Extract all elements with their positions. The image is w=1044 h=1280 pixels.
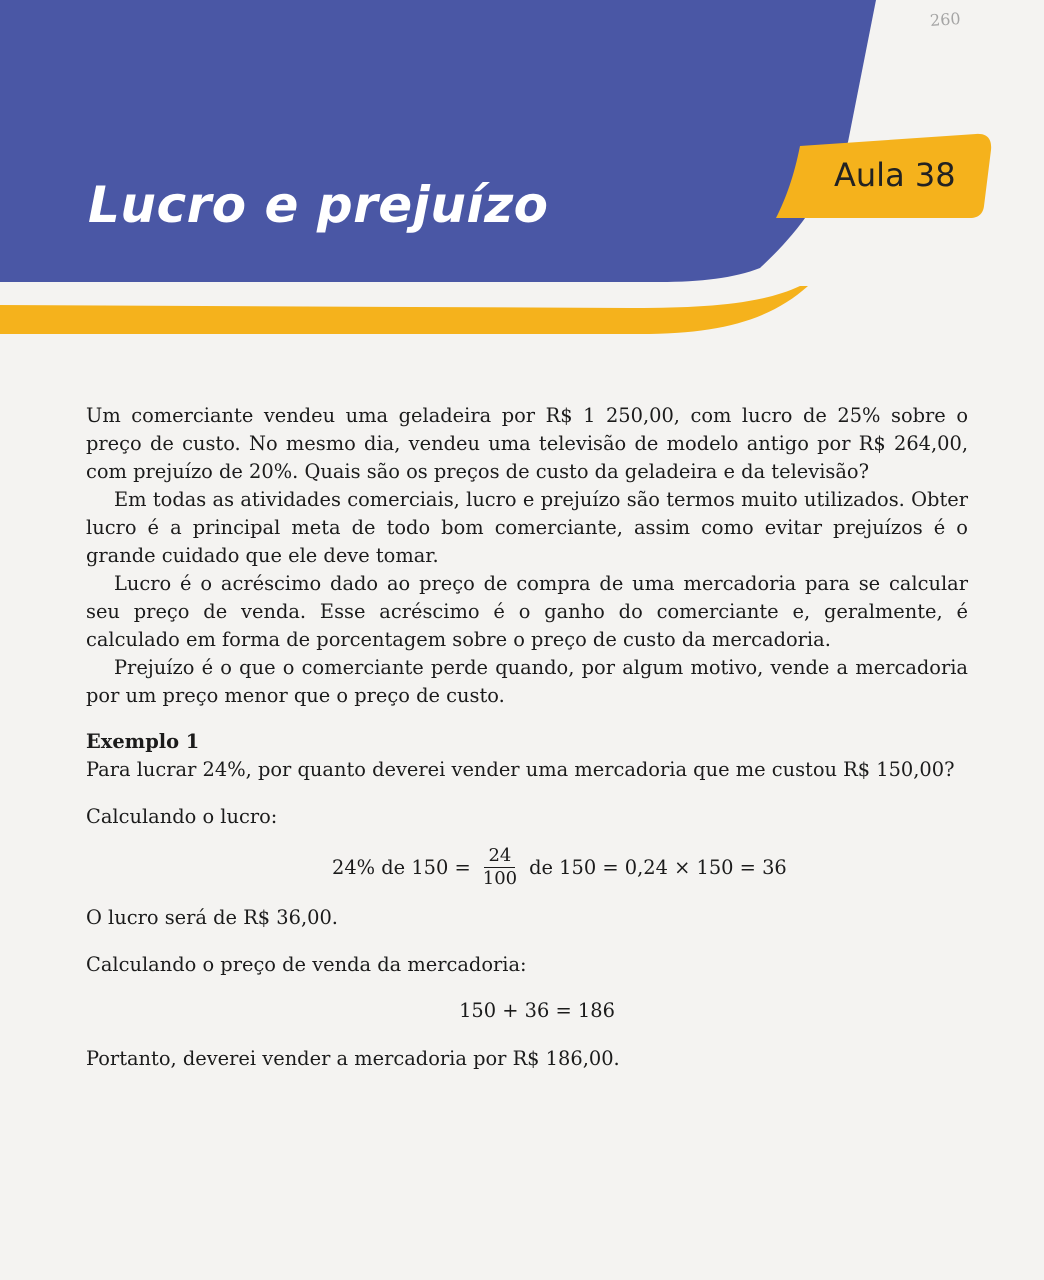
lesson-number-badge: Aula 38 <box>834 156 956 194</box>
paragraph-prejuizo-definition: Prejuízo é o que o comerciante perde quando, por algum motivo, vende a mercadoria por um preço menor que o preço de custo. <box>86 656 968 707</box>
yellow-swoosh <box>0 286 808 334</box>
page-number-corner: 260 <box>929 8 962 31</box>
blue-banner <box>0 0 876 282</box>
lesson-title: Lucro e prejuízo <box>88 176 549 234</box>
conclusion: Portanto, deverei vender a mercadoria por R$ 186,00. <box>86 1047 620 1070</box>
fraction-denominator: 100 <box>482 868 518 889</box>
paragraph-lucro-definition: Lucro é o acréscimo dado ao preço de compra de uma mercadoria para se calcular seu preço de venda. Esse acréscimo é o ganho do comerciante e, geralmente, é calculado em forma de porcentagem sobre o preço de custo da mercadoria. <box>86 572 968 651</box>
paragraph-terms: Em todas as atividades comerciais, lucro e prejuízo são termos muito utilizados. Obter lucro é a principal meta de todo bom comerciante, assim como evitar prejuízos é o grande cuidado que ele deve tomar. <box>86 488 968 567</box>
lesson-content <box>86 402 968 1073</box>
eq1-right: de 150 = 0,24 × 150 = 36 <box>529 855 787 879</box>
fraction <box>479 845 521 890</box>
calc-sale-label: Calculando o preço de venda da mercadoria: <box>86 953 527 976</box>
eq1-left: 24% de 150 = <box>332 855 471 879</box>
profit-result: O lucro será de R$ 36,00. <box>86 906 338 929</box>
example-heading: Exemplo 1 <box>86 730 200 753</box>
fraction-numerator: 24 <box>484 845 515 868</box>
calc-profit-label: Calculando o lucro: <box>86 805 278 828</box>
intro-problem: Um comerciante vendeu uma geladeira por R$ 1 250,00, com lucro de 25% sobre o preço de custo. No mesmo dia, vendeu uma televisão de modelo antigo por R$ 264,00, com prejuízo de 20%. Quais são os preços de custo da geladeira e da televisão? <box>86 404 968 483</box>
profit-equation <box>86 845 968 890</box>
sale-equation: 150 + 36 = 186 <box>459 999 615 1022</box>
example-question: Para lucrar 24%, por quanto deverei vender uma mercadoria que me custou R$ 150,00? <box>86 758 955 781</box>
